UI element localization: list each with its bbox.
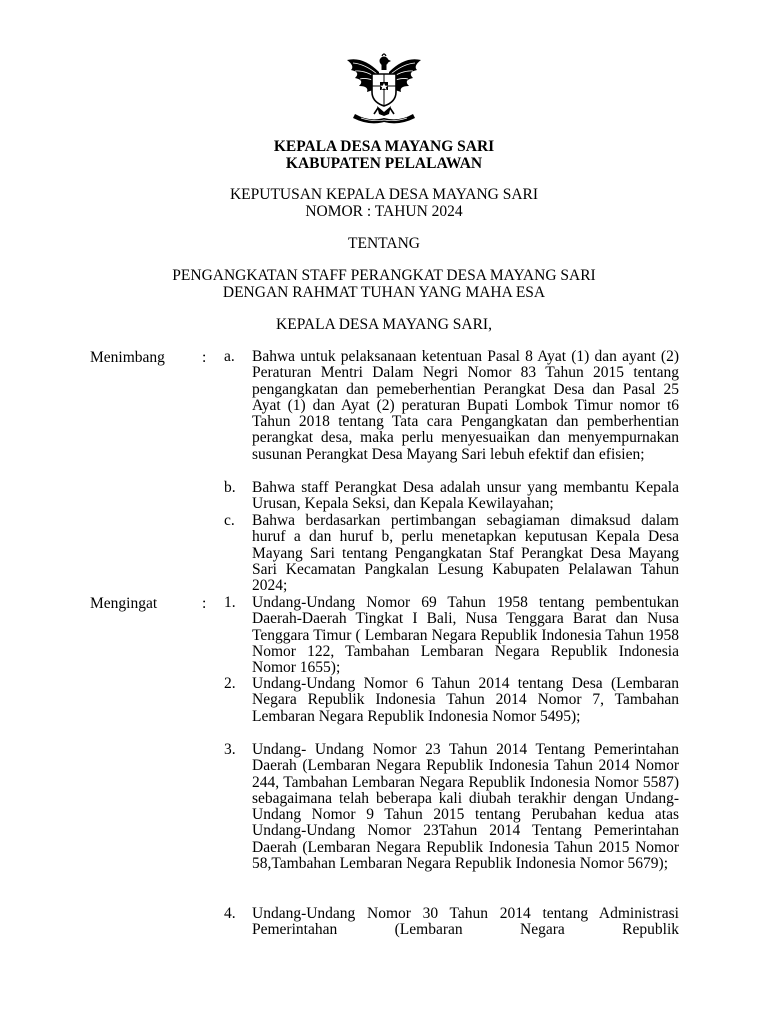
item-text: Undang-Undang Nomor 6 Tahun 2014 tentang Desa (Lembaran Negara Republik Indonesia Tahun 2014 Nomor 7, Tambahan Lembaran Negara Republik Indonesia Nomor 5495);	[252, 675, 679, 725]
about-heading: TENTANG	[348, 235, 420, 252]
mengingat-label: Mengingat	[90, 595, 158, 612]
item-marker: 2.	[224, 675, 236, 692]
item-marker: 4.	[224, 905, 236, 922]
header-regency: KABUPATEN PELALAWAN	[285, 155, 483, 172]
mengingat-item-2	[224, 676, 679, 725]
subject-line-2: DENGAN RAHMAT TUHAN YANG MAHA ESA	[222, 284, 546, 301]
mengingat-item-4	[224, 906, 679, 939]
item-text: Undang-Undang Nomor 69 Tahun 1958 tentang pembentukan Daerah-Daerah Tingkat I Bali, Nusa Tenggara Barat dan Nusa Tenggara Timur ( Lembaran Negara Republik Indonesia Tahun 1958 Nomor 122, Tambahan Lembaran Negara Republik Indonesia Nomor 1655);	[252, 594, 679, 677]
item-text: Bahwa staff Perangkat Desa adalah unsur yang membantu Kepala Urusan, Kepala Seksi, dan Kepala Kewilayahan;	[252, 479, 679, 513]
item-marker: c.	[224, 512, 235, 529]
item-text: Bahwa berdasarkan pertimbangan sebagiaman dimaksud dalam huruf a dan huruf b, perlu menetapkan keputusan Kepala Desa Mayang Sari tentang Pengangkatan Staf Perangkat Desa Mayang Sari Kecamatan Pangkalan Lesung Kabupaten Pelalawan Tahun 2024;	[252, 512, 679, 595]
subject-line-1: PENGANGKATAN STAFF PERANGKAT DESA MAYANG SARI	[172, 267, 596, 284]
mengingat-item-1	[224, 595, 679, 676]
item-marker: 1.	[224, 594, 236, 611]
decree-number: NOMOR : TAHUN 2024	[305, 203, 463, 220]
item-text: Undang- Undang Nomor 23 Tahun 2014 Tentang Pemerintahan Daerah (Lembaran Negara Republik Indonesia Tahun 2014 Nomor 244, Tambahan Lembaran Negara Republik Indonesia Nomor 5587) sebagaimana telah beberapa kali diubah terakhir dengan Undang-Undang Nomor 9 Tahun 2015 tentang Perubahan kedua atas Undang-Undang Nomor 23Tahun 2014 Tentang Pemerintahan Daerah (Lembaran Negara Republik Indonesia Tahun 2015 Nomor 58,Tambahan Lembaran Negara Republik Indonesia Nomor 5679);	[252, 741, 679, 873]
mengingat-colon: :	[202, 595, 207, 612]
header-village-head: KEPALA DESA MAYANG SARI	[273, 138, 495, 155]
authority-line: KEPALA DESA MAYANG SARI,	[276, 316, 492, 333]
item-marker: b.	[224, 479, 236, 496]
menimbang-colon: :	[202, 349, 207, 366]
item-text: Bahwa untuk pelaksanaan ketentuan Pasal 8 Ayat (1) dan ayant (2) Peraturan Mentri Dalam Negri Nomor 83 Tahun 2015 tentang pengangkatan dan pemeberhentian Perangkat Desa dan Pasal 25 Ayat (1) dan Ayat (2) peraturan Bupati Lombok Timur nomor t6 Tahun 2018 tentang Tata cara Pengangkatan dan pemberhentian perangkat desa, maka perlu menyesuaikan dan menyempurnakan susunan Perangkat Desa Mayang Sari lebuh efektif dan efisien;	[252, 348, 679, 463]
menimbang-item-c	[224, 513, 679, 594]
menimbang-item-a	[224, 349, 679, 463]
menimbang-label: Menimbang	[90, 349, 165, 366]
item-text: Undang-Undang Nomor 30 Tahun 2014 tentang Administrasi Pemerintahan (Lembaran Negara Republik	[252, 905, 679, 939]
item-marker: a.	[224, 348, 235, 365]
decree-title: KEPUTUSAN KEPALA DESA MAYANG SARI	[229, 186, 539, 203]
menimbang-item-b	[224, 480, 679, 513]
garuda-emblem-icon	[341, 52, 427, 126]
mengingat-item-3	[224, 742, 679, 872]
item-marker: 3.	[224, 741, 236, 758]
